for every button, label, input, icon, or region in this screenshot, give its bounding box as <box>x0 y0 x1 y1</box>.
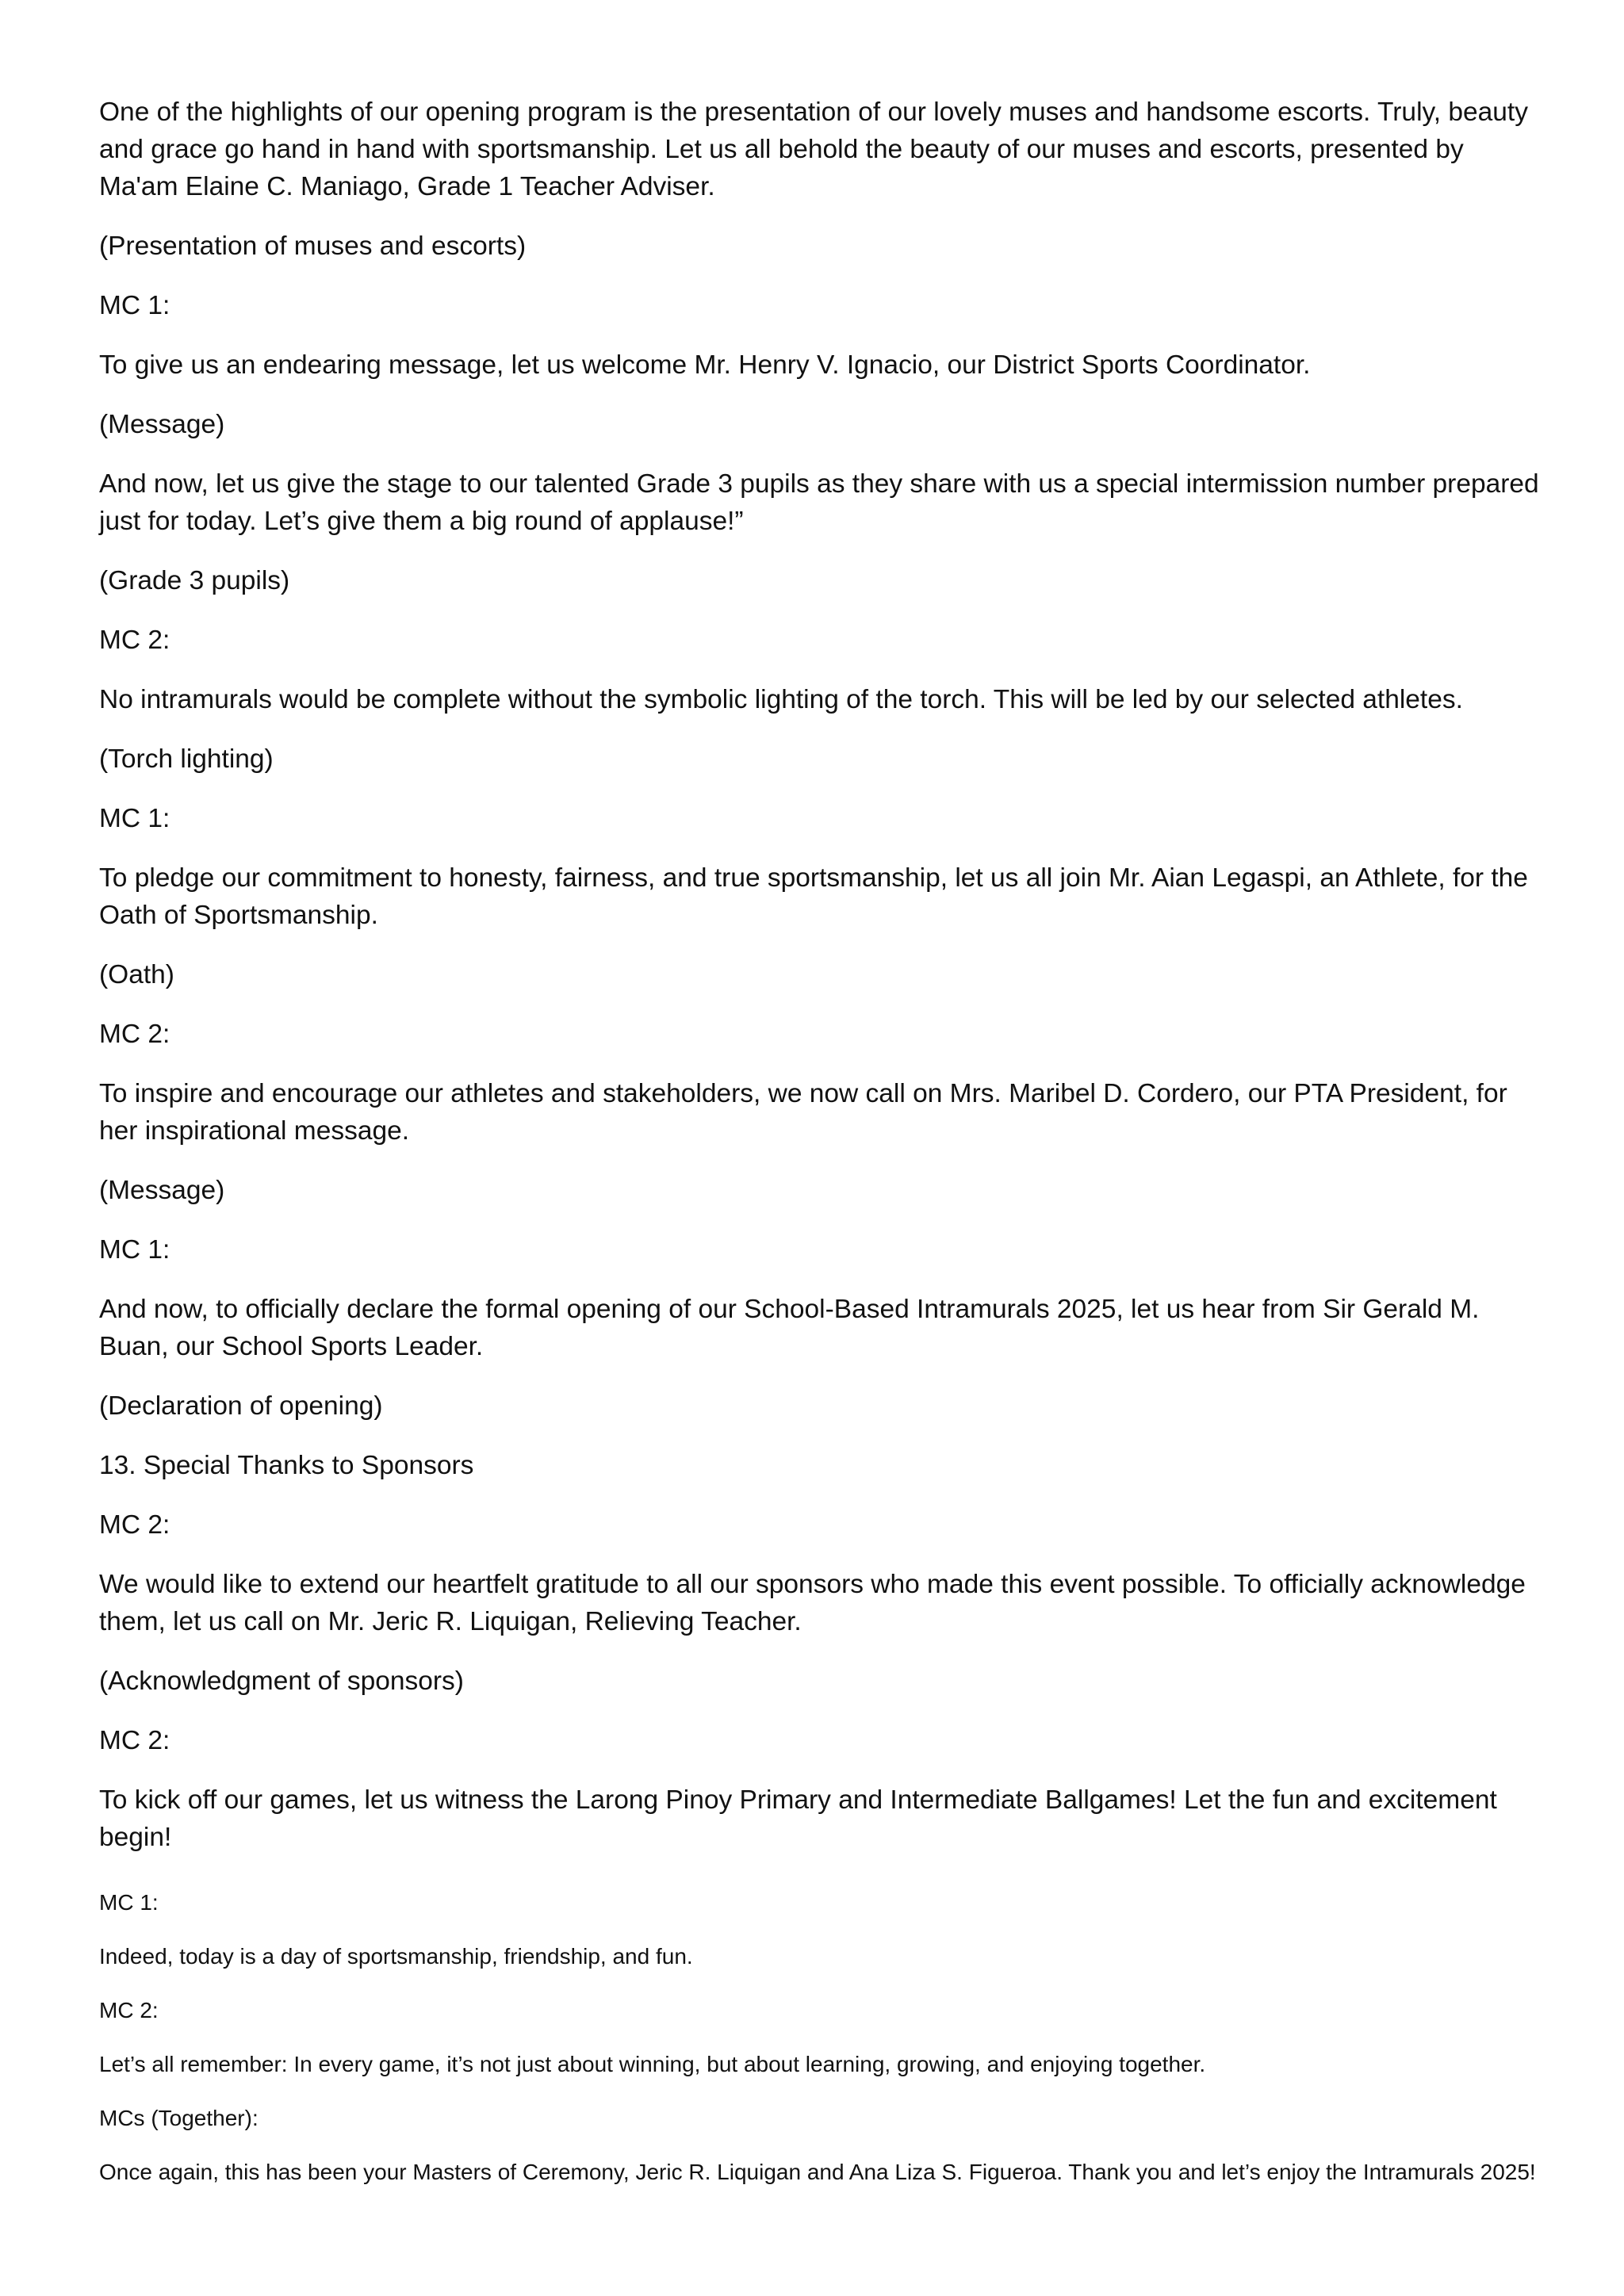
document-page <box>99 94 1542 2187</box>
paragraph-kickoff: To kick off our games, let us witness the Larong Pinoy Primary and Intermediate Ballgames! Let the fun and excitement begin! <box>99 1785 1497 1852</box>
paragraph-closing-3: Once again, this has been your Masters of Ceremony, Jeric R. Liquigan and Ana Liza S. Figueroa. Thank you and let’s enjoy the Intramurals 2025! <box>99 2160 1536 2184</box>
speaker-label: MC 2: <box>99 1998 159 2022</box>
speaker-label: MC 2: <box>99 1726 170 1755</box>
speaker-label: MC 1: <box>99 804 170 833</box>
script-body <box>99 94 1542 1856</box>
paragraph-declaration: And now, to officially declare the formal opening of our School-Based Intramurals 2025, let us hear from Sir Gerald M. Buan, our School Sports Leader. <box>99 1295 1480 1361</box>
speaker-label: MCs (Together): <box>99 2106 259 2130</box>
speaker-label: MC 1: <box>99 1890 159 1915</box>
paragraph-oath: To pledge our commitment to honesty, fairness, and true sportsmanship, let us all join Mr. Aian Legaspi, an Athlete, for the Oath of Sportsmanship. <box>99 863 1528 930</box>
paragraph-message-intro: To give us an endearing message, let us welcome Mr. Henry V. Ignacio, our District Sports Coordinator. <box>99 350 1311 380</box>
paragraph-sponsors: We would like to extend our heartfelt gratitude to all our sponsors who made this event possible. To officially acknowledge them, let us call on Mr. Jeric R. Liquigan, Relieving Teacher. <box>99 1570 1526 1636</box>
cue-sponsors: (Acknowledgment of sponsors) <box>99 1667 464 1696</box>
cue-muses: (Presentation of muses and escorts) <box>99 232 527 261</box>
cue-torch: (Torch lighting) <box>99 744 274 774</box>
paragraph-muses-intro: One of the highlights of our opening program is the presentation of our lovely muses and handsome escorts. Truly, beauty and grace go hand in hand with sportsmanship. Let us all behold the beauty of our muses and escorts, presented by Ma'am Elaine C. Maniago, Grade 1 Teacher Adviser. <box>99 98 1528 201</box>
cue-message: (Message) <box>99 410 225 439</box>
speaker-label: MC 2: <box>99 626 170 655</box>
paragraph-pta: To inspire and encourage our athletes and stakeholders, we now call on Mrs. Maribel D. Cordero, our PTA President, for her inspirational message. <box>99 1079 1507 1146</box>
cue-declaration: (Declaration of opening) <box>99 1391 383 1421</box>
section-heading: 13. Special Thanks to Sponsors <box>99 1451 474 1480</box>
paragraph-closing-1: Indeed, today is a day of sportsmanship, friendship, and fun. <box>99 1944 693 1969</box>
cue-oath: (Oath) <box>99 960 174 989</box>
closing-section <box>99 1888 1542 2187</box>
paragraph-intermission: And now, let us give the stage to our talented Grade 3 pupils as they share with us a special intermission number prepared just for today. Let’s give them a big round of applause!” <box>99 469 1539 536</box>
speaker-label: MC 1: <box>99 1235 170 1265</box>
speaker-label: MC 2: <box>99 1510 170 1540</box>
paragraph-torch: No intramurals would be complete without the symbolic lighting of the torch. This will be led by our selected athletes. <box>99 685 1463 714</box>
paragraph-closing-2: Let’s all remember: In every game, it’s not just about winning, but about learning, growing, and enjoying together. <box>99 2052 1206 2076</box>
speaker-label: MC 2: <box>99 1020 170 1049</box>
cue-message: (Message) <box>99 1176 225 1205</box>
speaker-label: MC 1: <box>99 291 170 320</box>
cue-grade3: (Grade 3 pupils) <box>99 566 290 595</box>
